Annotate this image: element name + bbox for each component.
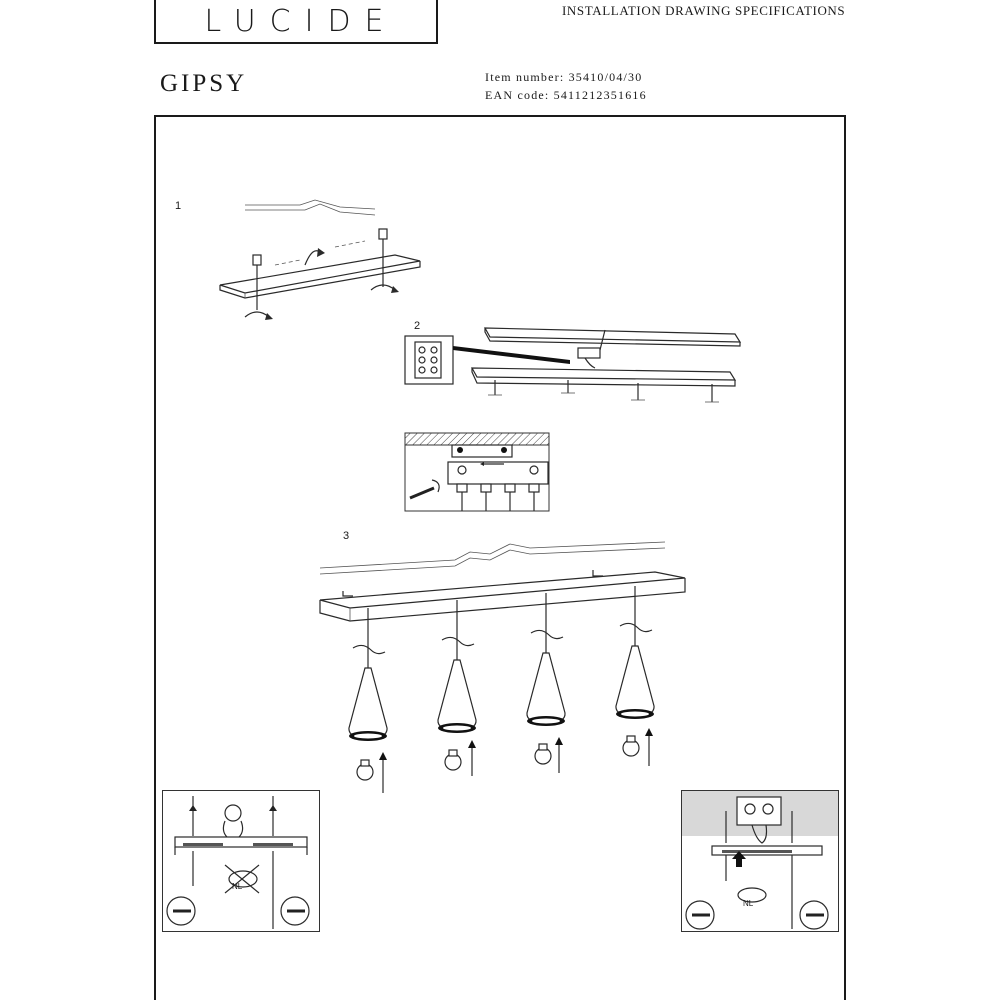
pendant-3 xyxy=(527,593,565,773)
step-3-label: 3 xyxy=(343,530,350,542)
document-title: INSTALLATION DRAWING SPECIFICATIONS xyxy=(562,3,846,18)
step-1-label: 1 xyxy=(175,200,182,212)
inset-left-nl-badge: NL xyxy=(232,882,243,891)
step-2-label: 2 xyxy=(414,320,421,332)
step-2-wiring-illustration xyxy=(400,320,745,410)
step-1-mounting-illustration xyxy=(215,195,435,330)
inset-left-mounting xyxy=(162,790,320,932)
item-number: Item number: 35410/04/30 xyxy=(485,70,643,84)
ean-code: EAN code: 5411212351616 xyxy=(485,88,647,102)
pendant-1 xyxy=(349,608,387,793)
pendant-4 xyxy=(616,586,654,766)
brand-logo-text: LUCIDE xyxy=(204,4,398,39)
product-name: GIPSY xyxy=(160,70,248,97)
inset-right-mounting xyxy=(681,790,839,932)
inset-right-illustration xyxy=(682,791,838,931)
step-3-pendant-illustration xyxy=(315,538,685,798)
pendant-2 xyxy=(438,600,476,776)
inset-right-nl-badge: NL xyxy=(743,899,754,908)
inset-left-illustration xyxy=(163,791,319,931)
brand-logo xyxy=(154,0,438,44)
product-meta xyxy=(485,68,647,104)
ceiling-connection-detail xyxy=(404,432,550,512)
